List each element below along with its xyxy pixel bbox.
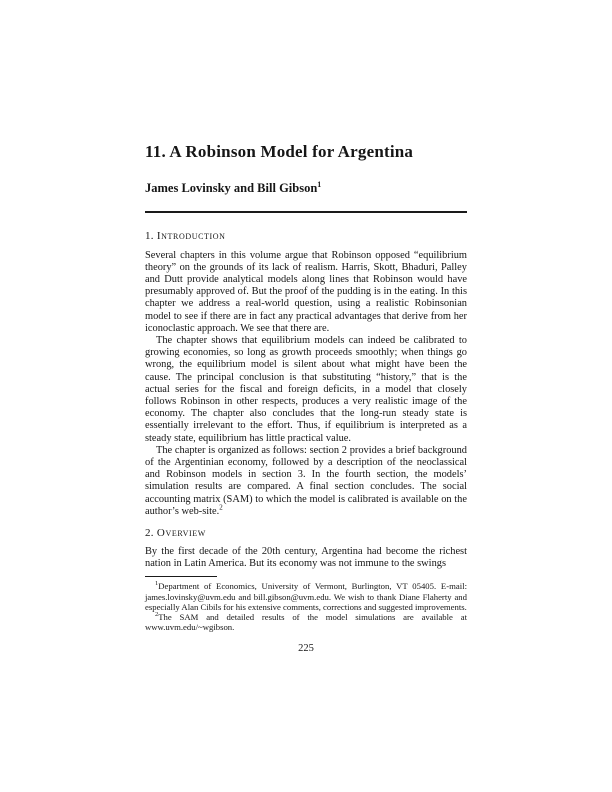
- text-column: [145, 141, 467, 570]
- footnote-ref-2: 2: [219, 503, 223, 512]
- page-number: 225: [298, 643, 314, 654]
- overview-paragraph-1: By the first decade of the 20th century, Argentina had become the richest nation in Latin America. But its economy was not immune to the swings: [145, 546, 467, 570]
- footnote-divider-rule: [145, 576, 217, 577]
- footnote-2-text: The SAM and detailed results of the model simulations are available at www.uvm.edu/~wgibson.: [145, 612, 467, 633]
- footnote-1: [145, 581, 467, 612]
- section-heading-overview: [145, 527, 467, 539]
- footnote-2-marker: 2: [155, 611, 159, 619]
- authors-line: [145, 181, 467, 196]
- chapter-title: 11. A Robinson Model for Argentina: [145, 142, 414, 161]
- footnote-block: [145, 576, 467, 632]
- authors-footnote-ref: 1: [317, 179, 322, 189]
- footnote-1-marker: 1: [155, 580, 159, 588]
- section-number: 1.: [145, 229, 154, 242]
- intro-paragraph-3-text: The chapter is organized as follows: section 2 provides a brief background of the Argentinian economy, followed by a description of the neoclassical and Robinson models in section 3. In the fourth section, the models’ simulation results are compared. A final section concludes. The social accounting matrix (SAM) to which the model is calibrated is available on the author’s web-site.: [145, 444, 467, 517]
- section-title: Overview: [156, 527, 206, 540]
- intro-paragraph-1: Several chapters in this volume argue that Robinson opposed “equilibrium theory” on the grounds of its lack of realism. Harris, Skott, Bhaduri, Palley and Dutt provide analytical models along lines that Robinson would have presumably approved of. But the proof of the pudding is in the eating. In this chapter we address a real-world question, using a realistic Robinsonian model to see if there are in fact any practical advantages that derive from her iconoclastic approach. We see that there are.: [145, 249, 467, 334]
- footnote-2: [145, 612, 467, 632]
- title-divider-rule: [145, 211, 467, 213]
- section-title: Introduction: [156, 229, 226, 242]
- section-heading-introduction: [145, 230, 467, 242]
- intro-paragraph-2: The chapter shows that equilibrium models can indeed be calibrated to growing economies, so long as growth proceeds smoothly; when things go wrong, the equilibrium model is silent about what might have been the cause. The principal conclusion is that substituting “history,” that is the actual series for the fiscal and foreign deficits, in a model that closely follows Robinson in other respects, produces a very realistic image of the economy. The chapter also concludes that the long-run steady state is essentially irrelevant to the effort. Thus, if equilibrium is interpreted as a steady state, equilibrium has little practical value.: [145, 335, 467, 444]
- section-number: 2.: [145, 527, 154, 540]
- authors-names: James Lovinsky and Bill Gibson: [145, 181, 318, 195]
- intro-paragraph-3: [145, 445, 467, 518]
- footnote-1-text: Department of Economics, University of Vermont, Burlington, VT 05405. E-mail: james.lovinsky@uvm.edu and bill.gibson@uvm.edu. We wish to thank Diane Flaherty and especially Alan Cibils for his extensive comments, corrections and suggested improvements.: [145, 581, 467, 612]
